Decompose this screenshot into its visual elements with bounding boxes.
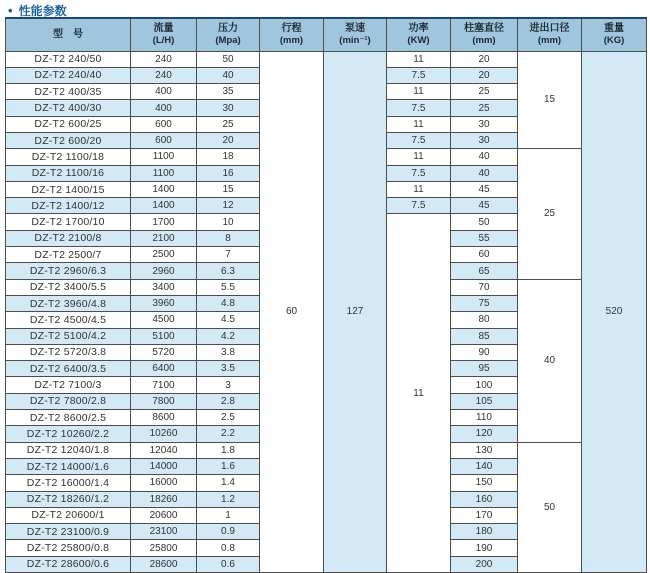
power-cell: 11 — [387, 181, 451, 197]
flow-cell: 5720 — [131, 344, 197, 360]
flow-cell: 240 — [131, 67, 197, 83]
flow-cell: 7800 — [131, 393, 197, 409]
pressure-cell: 20 — [197, 132, 260, 148]
header-unit: (mm) — [537, 35, 562, 47]
plunger-cell: 45 — [451, 181, 518, 197]
inlet-merged-cell: 50 — [518, 442, 582, 572]
plunger-cell: 150 — [451, 475, 518, 491]
plunger-cell: 60 — [451, 247, 518, 263]
pressure-cell: 18 — [197, 149, 260, 165]
power-cell: 7.5 — [387, 67, 451, 83]
flow-cell: 7100 — [131, 377, 197, 393]
pressure-cell: 3.8 — [197, 344, 260, 360]
plunger-cell: 200 — [451, 556, 518, 572]
pressure-cell: 4.2 — [197, 328, 260, 344]
pressure-cell: 40 — [197, 67, 260, 83]
model-cell: DZ-T2 3960/4.8 — [6, 295, 131, 311]
header-label: 泵速 — [345, 23, 365, 35]
model-cell: DZ-T2 25800/0.8 — [6, 540, 131, 556]
power-cell: 7.5 — [387, 198, 451, 214]
plunger-cell: 70 — [451, 279, 518, 295]
header-label: 功率 — [408, 23, 429, 35]
model-cell: DZ-T2 16000/1.4 — [6, 475, 131, 491]
flow-cell: 4500 — [131, 312, 197, 328]
pressure-cell: 2.5 — [197, 410, 260, 426]
pressure-cell: 2.8 — [197, 393, 260, 409]
model-cell: DZ-T2 20600/1 — [6, 507, 131, 523]
plunger-cell: 190 — [451, 540, 518, 556]
model-cell: DZ-T2 3400/5.5 — [6, 279, 131, 295]
section-title-text: 性能参数 — [18, 3, 67, 18]
spec-table — [5, 17, 647, 573]
pressure-cell: 25 — [197, 116, 260, 132]
plunger-cell: 30 — [451, 132, 518, 148]
power-cell: 11 — [387, 84, 451, 100]
header-label: 压力 — [218, 23, 238, 35]
pressure-cell: 6.3 — [197, 263, 260, 279]
pressure-cell: 0.9 — [197, 524, 260, 540]
inlet-merged-cell: 15 — [518, 51, 582, 149]
flow-cell: 1400 — [131, 198, 197, 214]
pressure-cell: 1 — [197, 507, 260, 523]
flow-cell: 400 — [131, 100, 197, 116]
plunger-cell: 20 — [451, 67, 518, 83]
plunger-cell: 105 — [451, 393, 518, 409]
pressure-cell: 1.8 — [197, 442, 260, 458]
table-header — [6, 18, 647, 51]
pressure-cell: 5.5 — [197, 279, 260, 295]
pressure-cell: 1.2 — [197, 491, 260, 507]
pressure-cell: 4.5 — [197, 312, 260, 328]
model-cell: DZ-T2 18260/1.2 — [6, 491, 131, 507]
power-cell: 7.5 — [387, 165, 451, 181]
plunger-cell: 80 — [451, 312, 518, 328]
table-row — [6, 51, 647, 67]
weight-merged-cell: 520 — [582, 51, 647, 573]
model-cell: DZ-T2 5720/3.8 — [6, 344, 131, 360]
power-cell: 11 — [387, 116, 451, 132]
flow-cell: 1100 — [131, 149, 197, 165]
flow-cell: 5100 — [131, 328, 197, 344]
flow-cell: 400 — [131, 84, 197, 100]
header-label: 流量 — [153, 23, 174, 35]
plunger-cell: 50 — [451, 214, 518, 230]
header-row — [6, 18, 647, 51]
flow-cell: 6400 — [131, 361, 197, 377]
flow-cell: 28600 — [131, 556, 197, 572]
inlet-merged-cell: 40 — [518, 279, 582, 442]
model-cell: DZ-T2 5100/4.2 — [6, 328, 131, 344]
flow-cell: 600 — [131, 132, 197, 148]
model-cell: DZ-T2 12040/1.8 — [6, 442, 131, 458]
pressure-cell: 8 — [197, 230, 260, 246]
plunger-cell: 75 — [451, 295, 518, 311]
flow-cell: 23100 — [131, 524, 197, 540]
stroke-merged-cell: 60 — [260, 51, 324, 573]
model-cell: DZ-T2 7100/3 — [6, 377, 131, 393]
flow-cell: 14000 — [131, 458, 197, 474]
flow-cell: 20600 — [131, 507, 197, 523]
header-unit: (mm) — [279, 35, 304, 47]
plunger-cell: 95 — [451, 361, 518, 377]
flow-cell: 2960 — [131, 263, 197, 279]
pressure-cell: 2.2 — [197, 426, 260, 442]
col-header-pressure — [197, 18, 260, 51]
col-header-speed — [324, 18, 387, 51]
pressure-cell: 15 — [197, 181, 260, 197]
power-merged-cell: 11 — [387, 214, 451, 573]
plunger-cell: 25 — [451, 100, 518, 116]
pressure-cell: 30 — [197, 100, 260, 116]
col-header-inlet — [518, 18, 582, 51]
model-cell: DZ-T2 10260/2.2 — [6, 426, 131, 442]
model-cell: DZ-T2 2960/6.3 — [6, 263, 131, 279]
plunger-cell: 110 — [451, 410, 518, 426]
pressure-cell: 1.4 — [197, 475, 260, 491]
speed-merged-cell: 127 — [324, 51, 387, 573]
pressure-cell: 35 — [197, 84, 260, 100]
plunger-cell: 130 — [451, 442, 518, 458]
header-unit: (L/H) — [152, 35, 175, 47]
flow-cell: 2100 — [131, 230, 197, 246]
plunger-cell: 25 — [451, 84, 518, 100]
plunger-cell: 180 — [451, 524, 518, 540]
model-cell: DZ-T2 1700/10 — [6, 214, 131, 230]
header-label: 重量 — [604, 23, 624, 35]
model-cell: DZ-T2 6400/3.5 — [6, 361, 131, 377]
pressure-cell: 4.8 — [197, 295, 260, 311]
pressure-cell: 0.6 — [197, 556, 260, 572]
col-header-stroke — [260, 18, 324, 51]
power-cell: 11 — [387, 51, 451, 67]
col-header-weight — [582, 18, 647, 51]
plunger-cell: 65 — [451, 263, 518, 279]
header-unit: (KW) — [407, 35, 430, 47]
pressure-cell: 12 — [197, 198, 260, 214]
pressure-cell: 0.8 — [197, 540, 260, 556]
model-cell: DZ-T2 1100/16 — [6, 165, 131, 181]
flow-cell: 1400 — [131, 181, 197, 197]
header-unit: (min⁻¹) — [339, 35, 371, 47]
model-cell: DZ-T2 23100/0.9 — [6, 524, 131, 540]
model-cell: DZ-T2 14000/1.6 — [6, 458, 131, 474]
col-header-flow — [131, 18, 197, 51]
plunger-cell: 40 — [451, 149, 518, 165]
pressure-cell: 50 — [197, 51, 260, 67]
col-header-model — [6, 18, 131, 51]
pressure-cell: 3.5 — [197, 361, 260, 377]
header-label: 柱塞直径 — [464, 23, 504, 35]
flow-cell: 1700 — [131, 214, 197, 230]
model-cell: DZ-T2 4500/4.5 — [6, 312, 131, 328]
header-unit: (KG) — [603, 35, 625, 47]
plunger-cell: 40 — [451, 165, 518, 181]
model-cell: DZ-T2 600/25 — [6, 116, 131, 132]
model-cell: DZ-T2 400/35 — [6, 84, 131, 100]
flow-cell: 16000 — [131, 475, 197, 491]
plunger-cell: 170 — [451, 507, 518, 523]
flow-cell: 1100 — [131, 165, 197, 181]
flow-cell: 12040 — [131, 442, 197, 458]
pressure-cell: 16 — [197, 165, 260, 181]
plunger-cell: 120 — [451, 426, 518, 442]
model-cell: DZ-T2 600/20 — [6, 132, 131, 148]
plunger-cell: 90 — [451, 344, 518, 360]
plunger-cell: 160 — [451, 491, 518, 507]
plunger-cell: 85 — [451, 328, 518, 344]
plunger-cell: 55 — [451, 230, 518, 246]
flow-cell: 25800 — [131, 540, 197, 556]
pressure-cell: 3 — [197, 377, 260, 393]
plunger-cell: 45 — [451, 198, 518, 214]
col-header-power — [387, 18, 451, 51]
model-cell: DZ-T2 240/40 — [6, 67, 131, 83]
flow-cell: 600 — [131, 116, 197, 132]
model-cell: DZ-T2 2100/8 — [6, 230, 131, 246]
flow-cell: 18260 — [131, 491, 197, 507]
power-cell: 7.5 — [387, 132, 451, 148]
pressure-cell: 10 — [197, 214, 260, 230]
table-body — [6, 51, 647, 573]
header-label: 型 号 — [53, 28, 83, 40]
header-unit: (mm) — [472, 35, 496, 47]
model-cell: DZ-T2 240/50 — [6, 51, 131, 67]
plunger-cell: 20 — [451, 51, 518, 67]
flow-cell: 240 — [131, 51, 197, 67]
bullet-icon: • — [8, 2, 13, 18]
power-cell: 11 — [387, 149, 451, 165]
plunger-cell: 100 — [451, 377, 518, 393]
model-cell: DZ-T2 2500/7 — [6, 247, 131, 263]
model-cell: DZ-T2 1100/18 — [6, 149, 131, 165]
plunger-cell: 30 — [451, 116, 518, 132]
pressure-cell: 7 — [197, 247, 260, 263]
model-cell: DZ-T2 400/30 — [6, 100, 131, 116]
flow-cell: 8600 — [131, 410, 197, 426]
header-label: 行程 — [281, 23, 302, 35]
model-cell: DZ-T2 7800/2.8 — [6, 393, 131, 409]
header-label: 进出口径 — [529, 23, 570, 35]
model-cell: DZ-T2 1400/12 — [6, 198, 131, 214]
model-cell: DZ-T2 28600/0.6 — [6, 556, 131, 572]
plunger-cell: 140 — [451, 458, 518, 474]
flow-cell: 10260 — [131, 426, 197, 442]
flow-cell: 3400 — [131, 279, 197, 295]
flow-cell: 3960 — [131, 295, 197, 311]
pressure-cell: 1.6 — [197, 458, 260, 474]
model-cell: DZ-T2 8600/2.5 — [6, 410, 131, 426]
section-title — [0, 0, 650, 17]
power-cell: 7.5 — [387, 100, 451, 116]
col-header-plunger — [451, 18, 518, 51]
header-unit: (Mpa) — [215, 35, 241, 47]
inlet-merged-cell: 25 — [518, 149, 582, 279]
model-cell: DZ-T2 1400/15 — [6, 181, 131, 197]
flow-cell: 2500 — [131, 247, 197, 263]
